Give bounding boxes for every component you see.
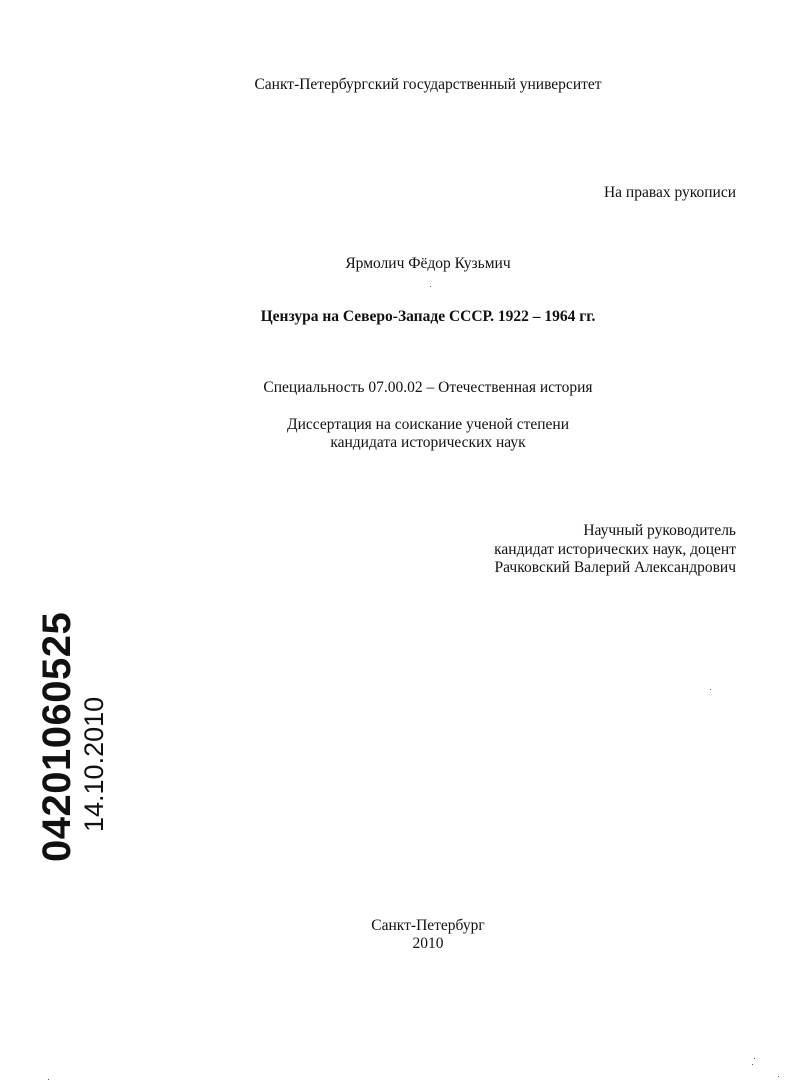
scan-speck (710, 689, 711, 690)
specialty-line: Специальность 07.00.02 – Отечественная история (263, 379, 593, 396)
stamp-number: 04201060525 (35, 611, 79, 862)
city-name: Санкт-Петербург (371, 917, 485, 934)
university-name: Санкт-Петербургский государственный университет (254, 76, 602, 93)
supervisor-name: Рачковский Валерий Александрович (494, 559, 736, 576)
stamp-date: 14.10.2010 (79, 696, 109, 832)
scan-speck (754, 1058, 755, 1059)
dissertation-purpose-line-1: Диссертация на соискание ученой степени (287, 416, 569, 433)
scan-speck (48, 1079, 49, 1080)
scan-speck (752, 1064, 753, 1065)
scan-speck (778, 1076, 779, 1077)
manuscript-rights-note: На правах рукописи (603, 184, 736, 201)
dissertation-title: Цензура на Северо-Западе СССР. 1922 – 1964 гг. (260, 308, 596, 325)
dissertation-purpose-line-2: кандидата исторических наук (330, 434, 526, 451)
scan-speck (430, 286, 431, 287)
supervisor-role: Научный руководитель (583, 522, 736, 539)
author-name: Ярмолич Фёдор Кузьмич (345, 255, 511, 272)
supervisor-degree: кандидат исторических наук, доцент (494, 541, 736, 558)
year: 2010 (412, 935, 444, 952)
